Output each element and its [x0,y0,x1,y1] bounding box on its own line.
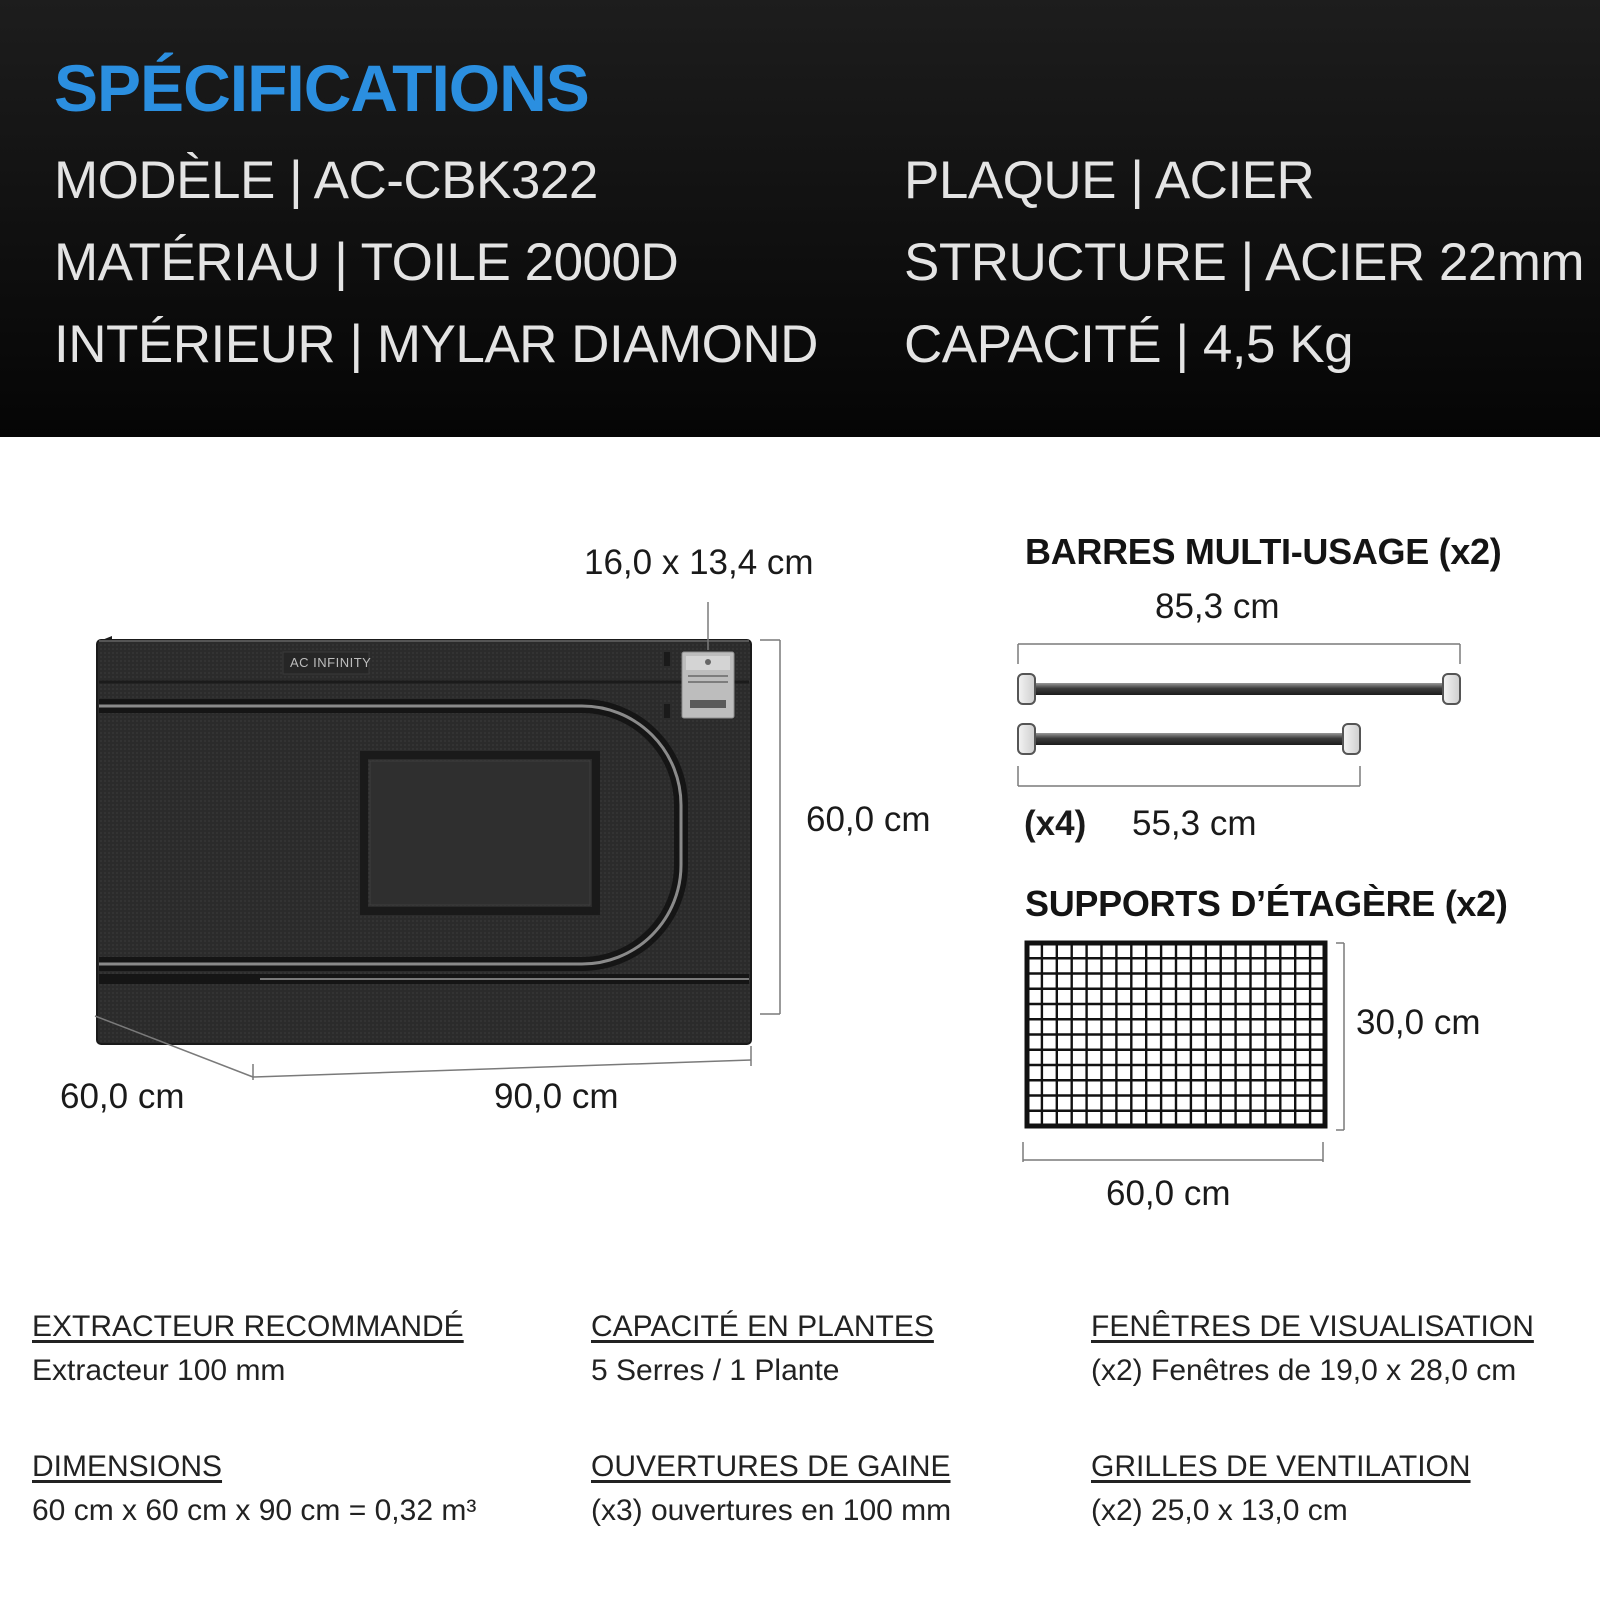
spec-material: MATÉRIAU | TOILE 2000D [54,233,679,292]
brand-logo: AC INFINITY [290,655,372,670]
cabinet-height-label: 60,0 cm [806,800,931,839]
spec-capacity: CAPACITÉ | 4,5 Kg [904,315,1354,374]
short-bar-length: 55,3 cm [1132,804,1257,843]
page-title: SPÉCIFICATIONS [54,51,589,125]
info-heading-dimensions: DIMENSIONS [32,1450,223,1483]
long-bar [1018,674,1460,704]
cabinet-depth-label: 60,0 cm [60,1077,185,1116]
shelf-net [1023,943,1344,1162]
shelf-title: SUPPORTS D’ÉTAGÈRE (x2) [1025,883,1508,924]
info-heading-ducts: OUVERTURES DE GAINE [591,1450,951,1483]
info-heading-vents: GRILLES DE VENTILATION [1091,1450,1471,1483]
shelf-height-label: 30,0 cm [1356,1003,1481,1042]
spec-plate: PLAQUE | ACIER [904,151,1315,210]
multi-purpose-bars [1018,644,1460,786]
cabinet-width-label: 90,0 cm [494,1077,619,1116]
long-bar-length: 85,3 cm [1155,587,1280,626]
spec-model: MODÈLE | AC-CBK322 [54,151,598,210]
info-heading-plants: CAPACITÉ EN PLANTES [591,1310,934,1343]
grow-cabinet [97,636,751,1044]
info-value-ducts: (x3) ouvertures en 100 mm [591,1494,952,1527]
info-value-fan: Extracteur 100 mm [32,1354,286,1387]
info-value-vents: (x2) 25,0 x 13,0 cm [1091,1494,1348,1527]
info-value-windows: (x2) Fenêtres de 19,0 x 28,0 cm [1091,1354,1517,1387]
short-bar-count: (x4) [1024,804,1087,843]
short-bar [1018,724,1360,754]
info-heading-windows: FENÊTRES DE VISUALISATION [1091,1310,1534,1343]
spec-interior: INTÉRIEUR | MYLAR DIAMOND [54,315,818,374]
shelf-width-label: 60,0 cm [1106,1174,1231,1213]
info-value-plants: 5 Serres / 1 Plante [591,1354,840,1387]
spec-structure: STRUCTURE | ACIER 22mm [904,233,1585,292]
info-heading-fan: EXTRACTEUR RECOMMANDÉ [32,1310,464,1343]
bars-title: BARRES MULTI-USAGE (x2) [1025,531,1502,572]
info-value-dimensions: 60 cm x 60 cm x 90 cm = 0,32 m³ [32,1494,477,1527]
vent-size-label: 16,0 x 13,4 cm [584,543,814,582]
